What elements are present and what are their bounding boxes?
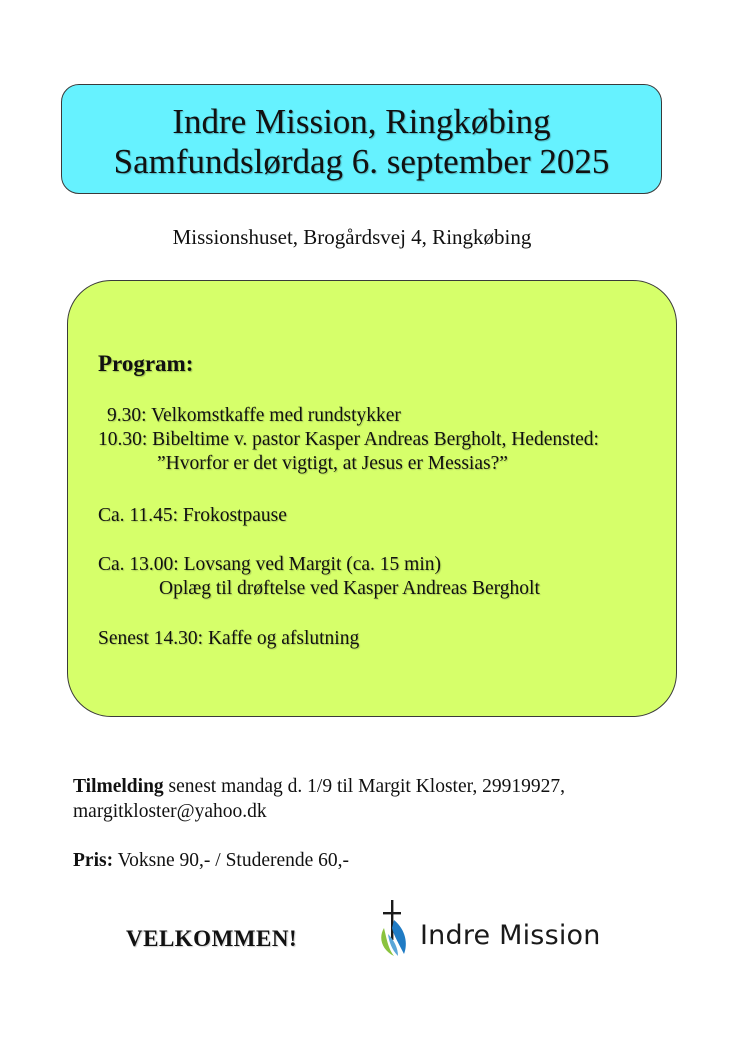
price-label: Pris: [73, 850, 114, 871]
cross-flame-logo-icon [374, 898, 418, 960]
indre-mission-logo [374, 898, 614, 960]
venue-address: Missionshuset, Brogårdsvej 4, Ringkøbing [172, 225, 532, 249]
price-line [73, 849, 349, 873]
program-box [67, 280, 677, 717]
registration-text: senest mandag d. 1/9 til Margit Kloster, 29919927, [163, 776, 565, 797]
registration-email: margitkloster@yahoo.dk [73, 801, 267, 822]
page-title: Indre Mission, Ringkøbing [172, 102, 551, 141]
price-text: Voksne 90,- / Studerende 60,- [113, 850, 350, 871]
registration-line [73, 775, 565, 799]
page-subtitle: Samfundslørdag 6. september 2025 [113, 142, 610, 181]
program-heading: Program: [98, 351, 194, 376]
program-line: 10.30: Bibeltime v. pastor Kasper Andreas Bergholt, Hedensted: [98, 429, 599, 450]
program-line: Ca. 11.45: Frokostpause [98, 505, 287, 526]
program-line: Ca. 13.00: Lovsang ved Margit (ca. 15 min) [98, 554, 441, 575]
program-line: Oplæg til drøftelse ved Kasper Andreas Bergholt [159, 578, 540, 599]
welcome-text: VELKOMMEN! [126, 926, 298, 951]
program-line: ”Hvorfor er det vigtigt, at Jesus er Messias?” [157, 453, 508, 474]
registration-label: Tilmelding [73, 776, 164, 797]
program-line: Senest 14.30: Kaffe og afslutning [98, 628, 360, 649]
program-line: 9.30: Velkomstkaffe med rundstykker [107, 405, 401, 426]
logo-text: Indre Mission [420, 920, 601, 951]
title-box [61, 84, 662, 194]
